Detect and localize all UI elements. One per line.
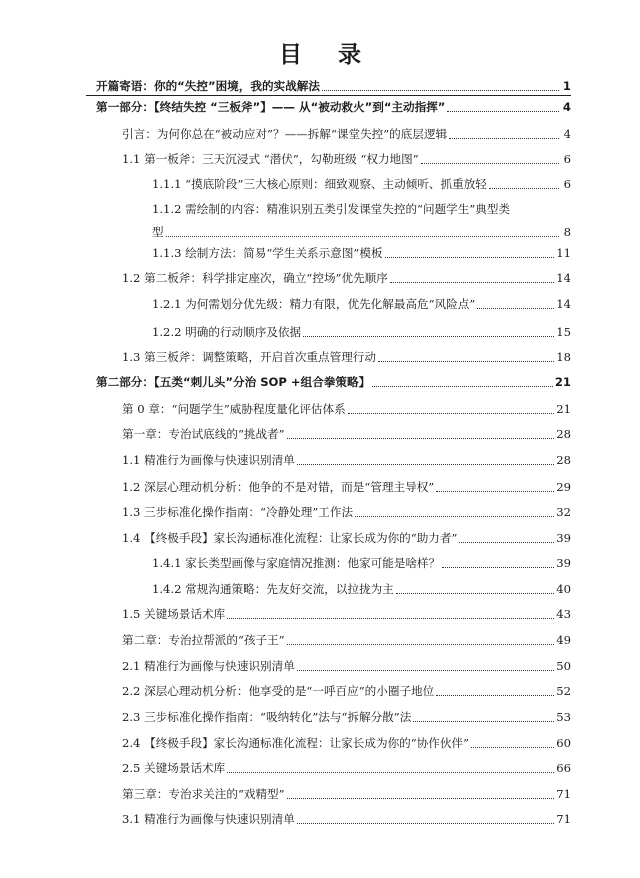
- dot-leader: [297, 822, 554, 824]
- toc-page-number: 11: [556, 246, 571, 260]
- dot-leader: [287, 437, 555, 439]
- toc-page-number: 21: [556, 402, 571, 416]
- toc-entry[interactable]: [152, 202, 571, 240]
- toc-entry-label: 2.2 深层心理动机分析：他享受的是“一呼百应”的小圈子地位: [122, 684, 435, 698]
- toc-entry-label: 1.1 精准行为画像与快速识别清单: [122, 453, 295, 467]
- dot-leader: [459, 541, 554, 543]
- toc-entry[interactable]: [96, 375, 571, 390]
- toc-page-number: 4: [563, 127, 571, 141]
- toc-entry[interactable]: [122, 127, 571, 142]
- toc-page-number: 39: [556, 556, 571, 570]
- dot-leader: [297, 669, 554, 671]
- toc-entry[interactable]: [152, 177, 571, 192]
- dot-leader: [297, 463, 554, 465]
- toc-entry[interactable]: [152, 246, 571, 261]
- toc-page-number: 28: [556, 427, 571, 441]
- toc-entry[interactable]: [122, 152, 571, 167]
- dot-leader: [166, 235, 559, 237]
- toc-entry[interactable]: [152, 582, 571, 597]
- toc-entry-label: 2.1 精准行为画像与快速识别清单: [122, 659, 295, 673]
- dot-leader: [396, 592, 554, 594]
- toc-entry[interactable]: [122, 531, 571, 546]
- page-title: 目 录: [278, 42, 375, 68]
- dot-leader: [447, 110, 559, 112]
- toc-entry-label: 3.1 精准行为画像与快速识别清单: [122, 812, 295, 826]
- dot-leader: [385, 256, 555, 258]
- toc-page-number: 15: [556, 325, 571, 339]
- dot-leader: [436, 694, 554, 696]
- toc-page-number: 14: [556, 297, 571, 311]
- dot-leader: [322, 89, 559, 91]
- toc-entry-label: 引言：为何你总在“被动应对”？——拆解“课堂失控”的底层逻辑: [122, 127, 448, 141]
- toc-page-number: 28: [556, 453, 571, 467]
- toc-page-number: 14: [556, 271, 571, 285]
- toc-entry-label: 开篇寄语：你的“失控”困境，我的实战解法: [96, 79, 320, 93]
- toc-entry[interactable]: [96, 79, 571, 94]
- toc-page-number: 39: [556, 531, 571, 545]
- toc-entry[interactable]: [152, 556, 571, 571]
- dot-leader: [227, 617, 554, 619]
- dot-leader: [442, 566, 554, 568]
- toc-entry[interactable]: [122, 607, 571, 622]
- toc-entry-label: 1.1.2 需绘制的内容：精准识别五类引发课堂失控的“问题学生”典型类: [152, 202, 511, 216]
- toc-entry-label: 1.1.1 “摸底阶段”三大核心原则：细致观察、主动倾听、抓重放轻: [152, 177, 487, 191]
- toc-page-number: 71: [556, 787, 571, 801]
- toc-entry[interactable]: [122, 710, 571, 725]
- toc-entry-label: 1.3 第三板斧：调整策略，开启首次重点管理行动: [122, 350, 376, 364]
- toc-entry-label: 第二章：专治拉帮派的“孩子王”: [122, 633, 285, 647]
- toc-page-number: 66: [556, 761, 571, 775]
- toc-page-number: 1: [562, 79, 571, 93]
- toc-entry-label: 1.4.2 常规沟通策略：先友好交流，以拉拢为主: [152, 582, 394, 596]
- title-divider: [86, 95, 571, 96]
- toc-entry-label: 1.2 深层心理动机分析：他争的不是对错，而是“管理主导权”: [122, 480, 435, 494]
- toc-entry[interactable]: [122, 271, 571, 286]
- dot-leader: [449, 137, 559, 139]
- toc-page-number: 6: [563, 177, 571, 191]
- toc-page-number: 40: [556, 582, 571, 596]
- toc-entry-label: 1.5 关键场景话术库: [122, 607, 226, 621]
- dot-leader: [471, 746, 554, 748]
- dot-leader: [287, 643, 555, 645]
- toc-entry[interactable]: [122, 761, 571, 776]
- toc-entry-label: 第二部分：【五类“刺儿头”分治 SOP +组合拳策略】: [96, 375, 371, 389]
- toc-entry[interactable]: [122, 633, 571, 648]
- toc-entry-label: 1.4.1 家长类型画像与家庭情况推测：他家可能是啥样？: [152, 556, 441, 570]
- toc-entry-continuation-row: [152, 225, 571, 240]
- toc-page-number: 71: [556, 812, 571, 826]
- toc-page-number: 4: [562, 100, 571, 114]
- toc-page-number: 6: [563, 152, 571, 166]
- toc-entry-label: 2.5 关键场景话术库: [122, 761, 226, 775]
- toc-entry[interactable]: [152, 325, 571, 340]
- toc-entry-label: 第一部分：【终结失控 “三板斧”】—— 从“被动救火”到“主动指挥”: [96, 100, 446, 114]
- toc-entry[interactable]: [122, 659, 571, 674]
- toc-page-number: 21: [554, 375, 571, 389]
- toc-entry-label: 1.2.2 明确的行动顺序及依据: [152, 325, 302, 339]
- dot-leader: [477, 307, 554, 309]
- dot-leader: [436, 490, 554, 492]
- toc-entry[interactable]: [152, 297, 571, 312]
- toc-page-number: 50: [556, 659, 571, 673]
- dot-leader: [413, 720, 554, 722]
- toc-page-number: 8: [563, 225, 571, 239]
- toc-entry[interactable]: [122, 402, 571, 417]
- toc-page-number: 18: [556, 350, 571, 364]
- toc-entry-label-continued: 型: [152, 225, 164, 239]
- toc-entry-label: 1.2.1 为何需划分优先级：精力有限，优先化解最高危“风险点”: [152, 297, 476, 311]
- dot-leader: [348, 412, 555, 414]
- dot-leader: [378, 360, 554, 362]
- toc-page-number: 29: [556, 480, 571, 494]
- toc-entry[interactable]: [122, 427, 571, 442]
- toc-page-number: 43: [556, 607, 571, 621]
- dot-leader: [372, 385, 553, 387]
- dot-leader: [227, 771, 554, 773]
- toc-entry[interactable]: [122, 812, 571, 827]
- toc-entry[interactable]: [122, 505, 571, 520]
- toc-entry[interactable]: [122, 480, 571, 495]
- toc-entry[interactable]: [96, 100, 571, 115]
- dot-leader: [489, 187, 559, 189]
- toc-entry-label: 1.1 第一板斧：三天沉浸式 “潜伏”，勾勒班级 “权力地图”: [122, 152, 419, 166]
- toc-entry-label: 1.2 第二板斧：科学排定座次，确立“控场”优先顺序: [122, 271, 388, 285]
- toc-page-number: 52: [556, 684, 571, 698]
- toc-entry[interactable]: [122, 684, 571, 699]
- dot-leader: [355, 515, 554, 517]
- toc-entry[interactable]: [122, 736, 571, 751]
- dot-leader: [287, 797, 555, 799]
- toc-page-number: 53: [556, 710, 571, 724]
- toc-entry-label: 第 0 章：“问题学生”威胁程度量化评估体系: [122, 402, 346, 416]
- toc-entry-label: 1.3 三步标准化操作指南：“冷静处理”工作法: [122, 505, 354, 519]
- toc-page-number: 49: [556, 633, 571, 647]
- toc-entry-label: 2.3 三步标准化操作指南：“吸纳转化”法与“拆解分散”法: [122, 710, 412, 724]
- toc-entry-label: 2.4 【终极手段】家长沟通标准化流程：让家长成为你的“协作伙伴”: [122, 736, 470, 750]
- dot-leader: [303, 335, 554, 337]
- toc-entry[interactable]: [122, 453, 571, 468]
- toc-entry[interactable]: [122, 350, 571, 365]
- toc-page-number: 60: [556, 736, 571, 750]
- dot-leader: [421, 162, 559, 164]
- toc-page-number: 32: [556, 505, 571, 519]
- toc-entry-label: 1.1.3 绘制方法：简易“学生关系示意图”模板: [152, 246, 383, 260]
- toc-entry[interactable]: [122, 787, 571, 802]
- toc-entry-label: 第一章：专治试底线的“挑战者”: [122, 427, 285, 441]
- toc-entry-label: 1.4 【终极手段】家长沟通标准化流程：让家长成为你的“助力者”: [122, 531, 458, 545]
- toc-entry-label: 第三章：专治求关注的“戏精型”: [122, 787, 285, 801]
- dot-leader: [390, 281, 554, 283]
